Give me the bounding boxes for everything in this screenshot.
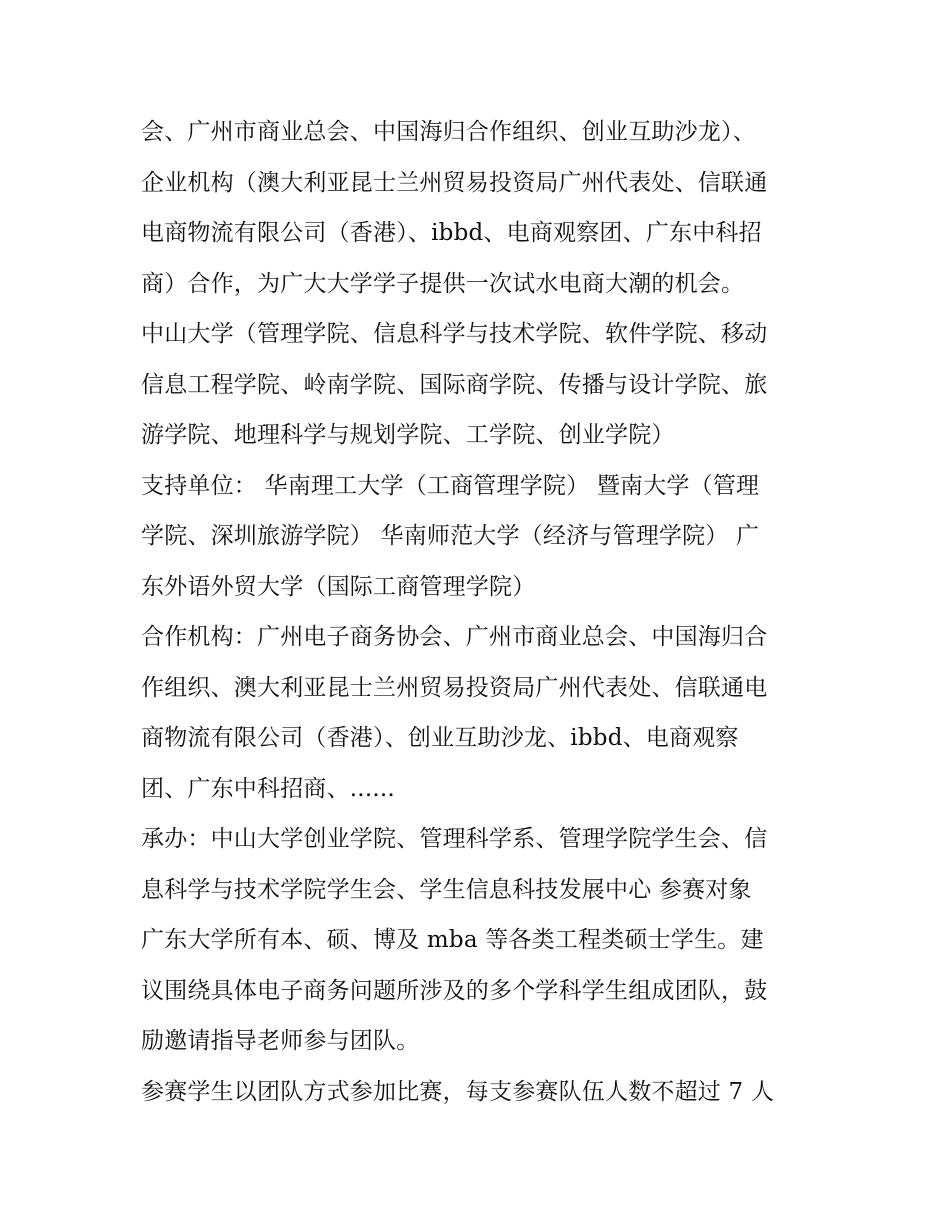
- text-line: 承办：中山大学创业学院、管理科学系、管理学院学生会、信: [141, 826, 768, 852]
- text-line: 东外语外贸大学（国际工商管理学院）: [141, 573, 536, 600]
- text-line: 合作机构：广州电子商务协会、广州市商业总会、中国海归合: [141, 624, 768, 650]
- text-line: 广东大学所有本、硕、博及 mba 等各类工程类硕士学生。建: [141, 927, 764, 953]
- text-line: 中山大学（管理学院、信息科学与技术学院、软件学院、移动: [141, 321, 768, 347]
- text-line: 参赛学生以团队方式参加比赛，每支参赛队伍人数不超过 7 人: [141, 1078, 775, 1105]
- text-line: 电商物流有限公司（香港）、ibbd、电商观察团、广东中科招: [141, 220, 762, 246]
- text-line: 游学院、地理科学与规划学院、工学院、创业学院）: [141, 422, 675, 448]
- text-line: 学院、深圳旅游学院） 华南师范大学（经济与管理学院） 广: [141, 523, 760, 549]
- text-line: 商物流有限公司（香港）、创业互助沙龙、ibbd、电商观察: [141, 725, 739, 751]
- text-line: 会、广州市商业总会、中国海归合作组织、创业互助沙龙）、: [141, 119, 756, 145]
- text-line: 团、广东中科招商、......: [141, 775, 395, 802]
- text-line: 励邀请指导老师参与团队。: [141, 1028, 420, 1054]
- text-line: 支持单位： 华南理工大学（工商管理学院） 暨南大学（管理: [141, 472, 760, 499]
- document-body: [141, 107, 813, 1117]
- text-line: 议围绕具体电子商务问题所涉及的多个学科学生组成团队，鼓: [141, 977, 768, 1004]
- text-line: 息科学与技术学院学生会、学生信息科技发展中心 参赛对象: [141, 876, 752, 903]
- text-line: 企业机构（澳大利亚昆士兰州贸易投资局广州代表处、信联通: [141, 169, 768, 196]
- text-line: 信息工程学院、岭南学院、国际商学院、传播与设计学院、旅: [141, 371, 768, 398]
- text-line: 作组织、澳大利亚昆士兰州贸易投资局广州代表处、信联通电: [141, 674, 768, 701]
- text-line: 商）合作，为广大大学学子提供一次试水电商大潮的机会。: [141, 270, 745, 297]
